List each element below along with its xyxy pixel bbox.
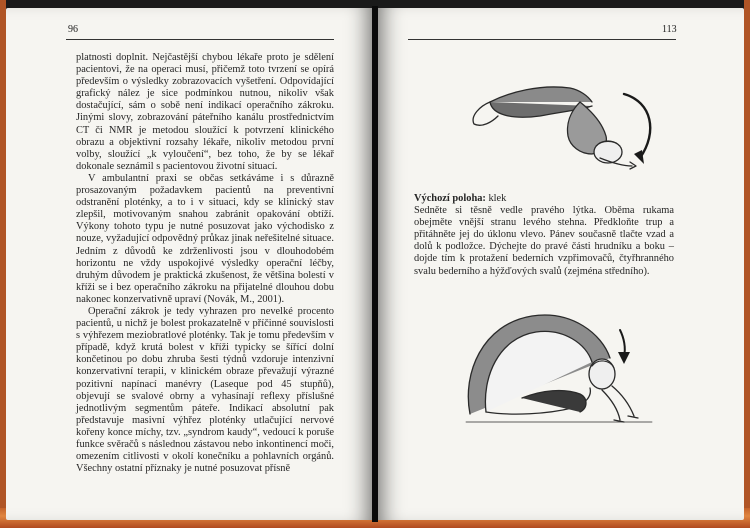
- paragraph: Operační zákrok je tedy vyhrazen pro nevelké procento pacientů, u nichž je bolest prokazatelně v příčinné souvislosti s výhřezem meziobratlové ploténky. Tak je tomu především v případě, když krutá bolest v kříži typicky se šířící dolní končetinou po dobu zhruba šesti týdnů vzdoruje intenzivní konzervativní terapii, v klinickém obraze převažují výrazné pozitivní napínací manévry (Laseque pod 45 stupňů), objevují se svalové obrny a vyhasínají reflexy příslušné jednotlivým segmentům páteře. Indikací absolutní pak představuje masivní výhřez ploténky utlačující nervové kořeny konce míchy, tzv. „syndrom kaudy“, vedoucí k poruše funkce svěračů s následnou zástavou nebo inkontinencí moči, omezením citlivosti v okolí konečníku a pohlavních orgánů. Všechny ostatní příznaky je nutné posuzovat přísně: [76, 305, 334, 475]
- right-header-rule: [408, 39, 676, 40]
- exercise-figure-lying-stretch-icon: [430, 62, 670, 172]
- exercise-description: Sedněte si těsně vedle pravého lýtka. Oběma rukama obejměte vnější stranu levého stehna. Předkloňte trup a přitáhněte jej do úklonu vlevo. Pánev současně tlačte vzad a dolů k podložce. Dýchejte do pravé části hrudníku a boku – dojde tím k protažení bederních vzpřimovačů, čtyřhranného svalu bederního a hýžďových svalů (zejména středního).: [414, 205, 674, 277]
- exercise-heading: [414, 193, 674, 205]
- right-page-body: [414, 193, 674, 278]
- left-header-rule: [66, 39, 334, 40]
- left-page-body: [76, 52, 334, 475]
- paragraph: V ambulantní praxi se občas setkáváme i s důrazně prosazovaným požadavkem pacientů na preventivní odstranění ploténky, a to i v situaci, kdy se klinický stav zlepšil, motivovaným snahou zabránit opakování obtíží. Výkony tohoto typu je nutné posuzovat jako východisko z nouze, vyžadující odpovědný průkaz jinak neřešitelné situace. Jedním z důvodů ke zdrženlivosti jsou v dlouhodobém horizontu ne vždy uspokojivé výsledky operační léčby, druhým důvodem je praktická zkušenost, že většina bolestí v kříži se i bez operačního zákroku na přijatelné dlouhou dobu nakonec konzervativně upraví (Novák, M., 2001).: [76, 172, 334, 305]
- starting-position-label: Výchozí poloha:: [414, 193, 486, 204]
- book-edge-right: [744, 0, 750, 528]
- exercise-figure-kneeling-side-bend-icon: [452, 304, 668, 434]
- starting-position-value: klek: [485, 193, 507, 204]
- paragraph: platnosti doplnit. Nejčastější chybou lékaře proto je sdělení pacientovi, že na operaci musí, přičemž toto tvrzení se opírá především o výsledky zobrazovacích vyšetření. Odpovídající grafický nález je sice podmínkou nutnou, nikoliv však dostačující, sám o sobě není indikací operačního zákroku. Jinými slovy, zobrazování páteřního kanálu prostřednictvím CT či NMR je metodou sloužící k potvrzení klinického obrazu a objektivní rozsahy lékaře, nikoliv metodou první volby, sloužící „k vyloučení“, bez toho, že by se lékař dokonale seznámil s pacientovou životní situací.: [76, 52, 334, 172]
- right-page-number: 113: [662, 24, 677, 35]
- left-page-number: 96: [68, 24, 78, 35]
- book-gutter: [372, 6, 378, 522]
